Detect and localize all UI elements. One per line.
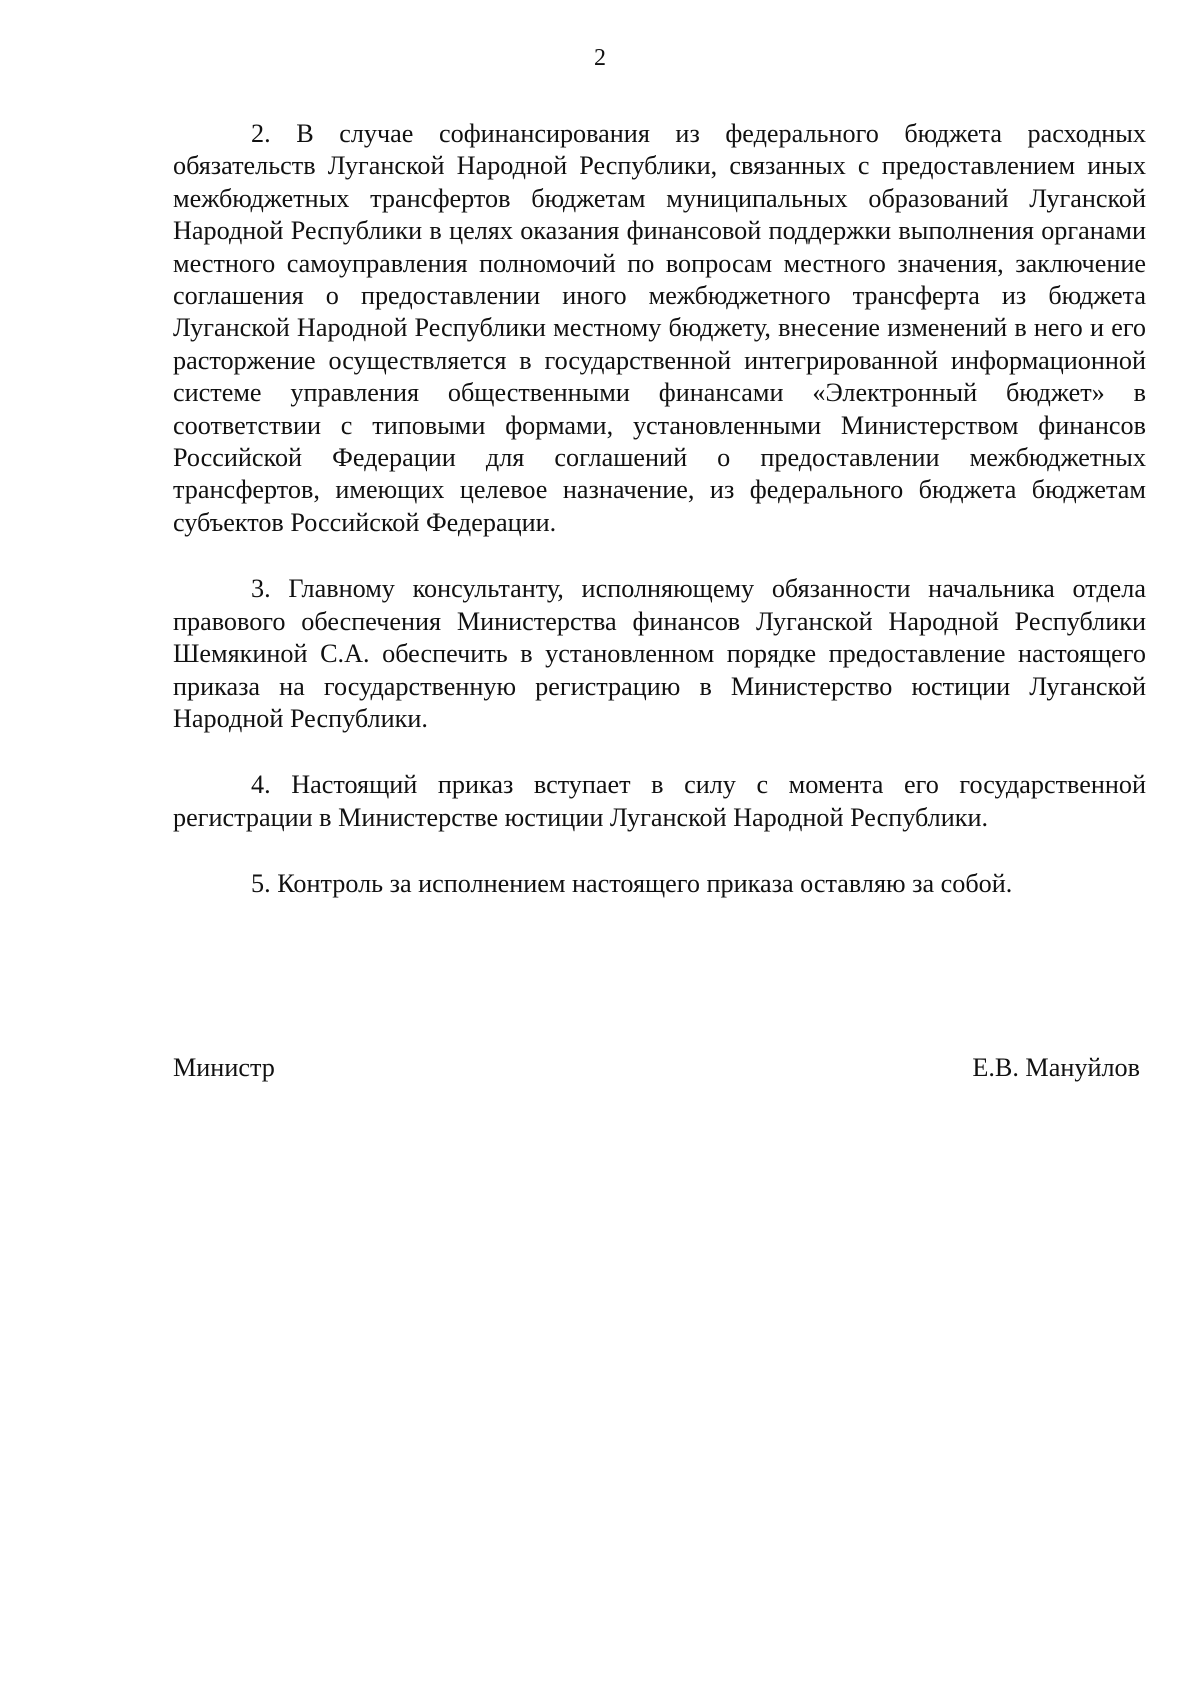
paragraph-3-registration: 3. Главному консультанту, исполняющему обязанности начальника отдела правового обеспечения Министерства финансов Луганской Народной Республики Шемякиной С.А. обеспечить в установленном порядке предоставление настоящего приказа на государственную регистрацию в Министерство юстиции Луганской Народной Республики. <box>173 574 1146 733</box>
paragraph-4-effective-date: 4. Настоящий приказ вступает в силу с момента его государственной регистрации в Министерстве юстиции Луганской Народной Республики. <box>173 770 1146 832</box>
page-number: 2 <box>594 45 606 71</box>
document-body <box>173 118 1146 935</box>
paragraph-2-cofinancing: 2. В случае софинансирования из федерального бюджета расходных обязательств Луганской Народной Республики, связанных с предоставлением иных межбюджетных трансфертов бюджетам муниципальных образований Луганской Народной Республики в целях оказания финансовой поддержки выполнения органами местного самоуправления полномочий по вопросам местного значения, заключение соглашения о предоставлении иного межбюджетного трансферта из бюджета Луганской Народной Республики местному бюджету, внесение изменений в него и его расторжение осуществляется в государственной интегрированной информационной системе управления общественными финансами «Электронный бюджет» в соответствии с типовыми формами, установленными Министерством финансов Российской Федерации для соглашений о предоставлении межбюджетных трансфертов, имеющих целевое назначение, из федерального бюджета бюджетам субъектов Российской Федерации. <box>173 119 1146 537</box>
signature-title: Министр <box>173 1053 275 1082</box>
paragraph-5-control: 5. Контроль за исполнением настоящего приказа оставляю за собой. <box>251 869 1013 899</box>
signature-name: Е.В. Мануйлов <box>972 1053 1140 1082</box>
